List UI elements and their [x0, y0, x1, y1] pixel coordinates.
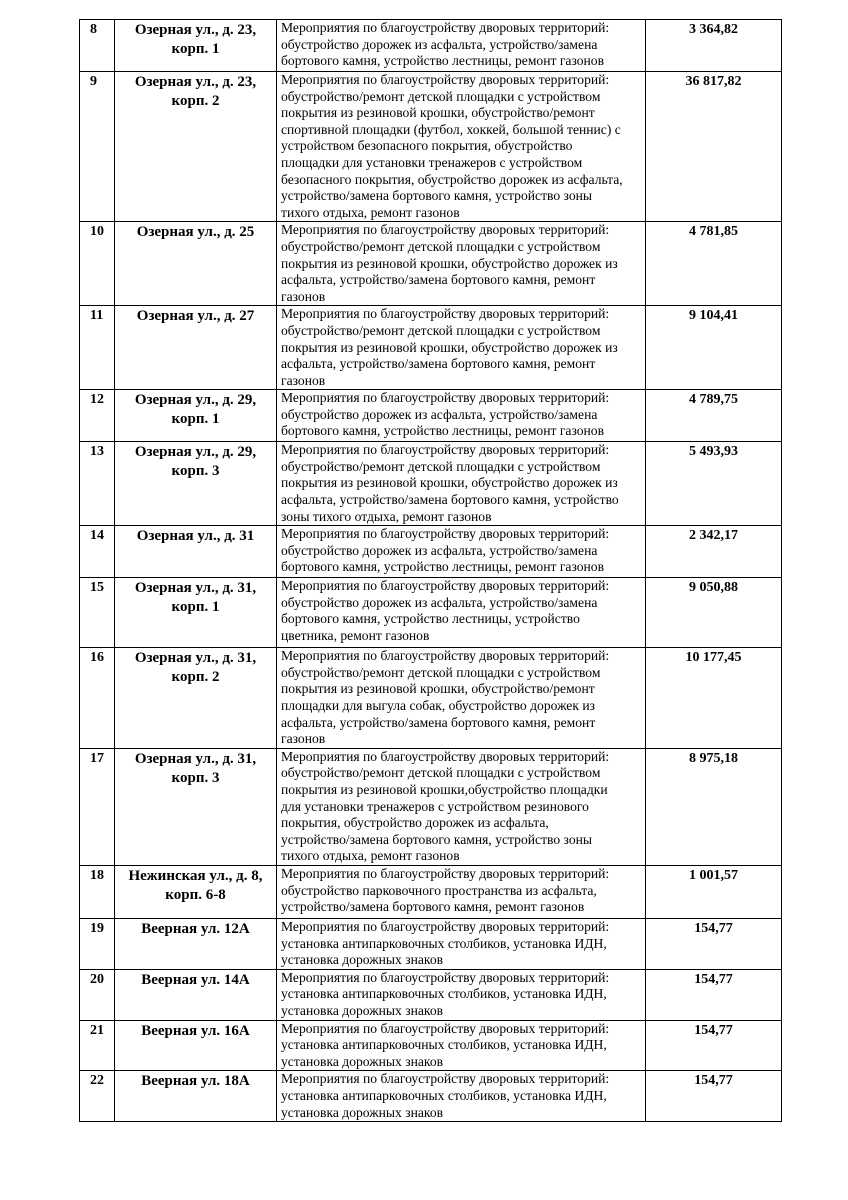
- table-row: [80, 306, 782, 390]
- table-row: [80, 20, 782, 72]
- row-number: 22: [80, 1071, 115, 1122]
- row-description: Мероприятия по благоустройству дворовых территорий: обустройство дорожек из асфальта, устройство/замена бортового камня, устройство лестницы, ремонт газонов: [277, 526, 646, 578]
- row-description: Мероприятия по благоустройству дворовых территорий: установка антипарковочных столбиков, установка ИДН, установка дорожных знаков: [277, 918, 646, 969]
- row-address: Озерная ул., д. 23, корп. 1: [115, 20, 277, 72]
- row-amount: 154,77: [646, 969, 782, 1020]
- row-address: Озерная ул., д. 29, корп. 1: [115, 390, 277, 442]
- row-address: Веерная ул. 18А: [115, 1071, 277, 1122]
- row-address: Озерная ул., д. 23, корп. 2: [115, 72, 277, 222]
- row-description: Мероприятия по благоустройству дворовых территорий: обустройство парковочного пространства из асфальта, устройство/замена бортового камня, ремонт газонов: [277, 865, 646, 918]
- table-row: [80, 526, 782, 578]
- row-amount: 9 104,41: [646, 306, 782, 390]
- row-amount: 2 342,17: [646, 526, 782, 578]
- row-amount: 4 781,85: [646, 222, 782, 306]
- row-address: Нежинская ул., д. 8, корп. 6-8: [115, 865, 277, 918]
- row-amount: 154,77: [646, 918, 782, 969]
- row-description: Мероприятия по благоустройству дворовых территорий: обустройство/ремонт детской площадки с устройством покрытия из резиновой крошки, обустройство дорожек из асфальта, устройство/замена бортового камня, устройство зоны тихого отдыха, ремонт газонов: [277, 442, 646, 526]
- row-number: 8: [80, 20, 115, 72]
- row-amount: 5 493,93: [646, 442, 782, 526]
- table-row: [80, 748, 782, 865]
- row-address: Озерная ул., д. 25: [115, 222, 277, 306]
- table-row: [80, 578, 782, 648]
- row-number: 12: [80, 390, 115, 442]
- improvement-works-table: [79, 19, 782, 1122]
- row-description: Мероприятия по благоустройству дворовых территорий: обустройство дорожек из асфальта, устройство/замена бортового камня, устройство лестницы, ремонт газонов: [277, 20, 646, 72]
- table-row: [80, 222, 782, 306]
- row-description: Мероприятия по благоустройству дворовых территорий: установка антипарковочных столбиков, установка ИДН, установка дорожных знаков: [277, 1071, 646, 1122]
- row-number: 9: [80, 72, 115, 222]
- row-description: Мероприятия по благоустройству дворовых территорий: обустройство/ремонт детской площадки с устройством покрытия из резиновой крошки, обустройство/ремонт спортивной площадки (футбол, хоккей, большой теннис) с устройством безопасного покрытия, обустройство площадки для установки тренажеров с устройством безопасного покрытия, обустройство дорожек из асфальта, устройство/замена бортового камня, устройство зоны тихого отдыха, ремонт газонов: [277, 72, 646, 222]
- row-description: Мероприятия по благоустройству дворовых территорий: установка антипарковочных столбиков, установка ИДН, установка дорожных знаков: [277, 969, 646, 1020]
- row-number: 20: [80, 969, 115, 1020]
- row-amount: 3 364,82: [646, 20, 782, 72]
- row-number: 15: [80, 578, 115, 648]
- row-address: Озерная ул., д. 29, корп. 3: [115, 442, 277, 526]
- table-row: [80, 1020, 782, 1071]
- row-number: 21: [80, 1020, 115, 1071]
- row-amount: 154,77: [646, 1071, 782, 1122]
- row-number: 11: [80, 306, 115, 390]
- table-row: [80, 648, 782, 749]
- table-row: [80, 865, 782, 918]
- row-amount: 36 817,82: [646, 72, 782, 222]
- row-description: Мероприятия по благоустройству дворовых территорий: обустройство дорожек из асфальта, устройство/замена бортового камня, устройство лестницы, ремонт газонов: [277, 390, 646, 442]
- row-address: Веерная ул. 14А: [115, 969, 277, 1020]
- table-row: [80, 390, 782, 442]
- table-body: [80, 20, 782, 1122]
- row-number: 13: [80, 442, 115, 526]
- row-description: Мероприятия по благоустройству дворовых территорий: обустройство/ремонт детской площадки с устройством покрытия из резиновой крошки,обустройство площадки для установки тренажеров с устройством резинового покрытия, обустройство дорожек из асфальта, устройство/замена бортового камня, устройство зоны тихого отдыха, ремонт газонов: [277, 748, 646, 865]
- row-address: Озерная ул., д. 27: [115, 306, 277, 390]
- table-row: [80, 918, 782, 969]
- document-page: [79, 19, 781, 1122]
- row-description: Мероприятия по благоустройству дворовых территорий: установка антипарковочных столбиков, установка ИДН, установка дорожных знаков: [277, 1020, 646, 1071]
- row-number: 19: [80, 918, 115, 969]
- row-address: Веерная ул. 12А: [115, 918, 277, 969]
- row-address: Озерная ул., д. 31: [115, 526, 277, 578]
- row-amount: 9 050,88: [646, 578, 782, 648]
- row-description: Мероприятия по благоустройству дворовых территорий: обустройство/ремонт детской площадки с устройством покрытия из резиновой крошки, обустройство дорожек из асфальта, устройство/замена бортового камня, ремонт газонов: [277, 222, 646, 306]
- table-row: [80, 1071, 782, 1122]
- table-row: [80, 442, 782, 526]
- table-row: [80, 72, 782, 222]
- row-description: Мероприятия по благоустройству дворовых территорий: обустройство дорожек из асфальта, устройство/замена бортового камня, устройство лестницы, устройство цветника, ремонт газонов: [277, 578, 646, 648]
- row-number: 10: [80, 222, 115, 306]
- row-number: 14: [80, 526, 115, 578]
- row-number: 16: [80, 648, 115, 749]
- row-amount: 8 975,18: [646, 748, 782, 865]
- row-address: Озерная ул., д. 31, корп. 1: [115, 578, 277, 648]
- row-amount: 4 789,75: [646, 390, 782, 442]
- row-number: 17: [80, 748, 115, 865]
- row-amount: 1 001,57: [646, 865, 782, 918]
- table-row: [80, 969, 782, 1020]
- row-address: Веерная ул. 16А: [115, 1020, 277, 1071]
- row-description: Мероприятия по благоустройству дворовых территорий: обустройство/ремонт детской площадки с устройством покрытия из резиновой крошки, обустройство дорожек из асфальта, устройство/замена бортового камня, ремонт газонов: [277, 306, 646, 390]
- row-address: Озерная ул., д. 31, корп. 3: [115, 748, 277, 865]
- row-amount: 10 177,45: [646, 648, 782, 749]
- row-amount: 154,77: [646, 1020, 782, 1071]
- row-address: Озерная ул., д. 31, корп. 2: [115, 648, 277, 749]
- row-description: Мероприятия по благоустройству дворовых территорий: обустройство/ремонт детской площадки с устройством покрытия из резиновой крошки, обустройство/ремонт площадки для выгула собак, обустройство дорожек из асфальта, устройство/замена бортового камня, ремонт газонов: [277, 648, 646, 749]
- row-number: 18: [80, 865, 115, 918]
